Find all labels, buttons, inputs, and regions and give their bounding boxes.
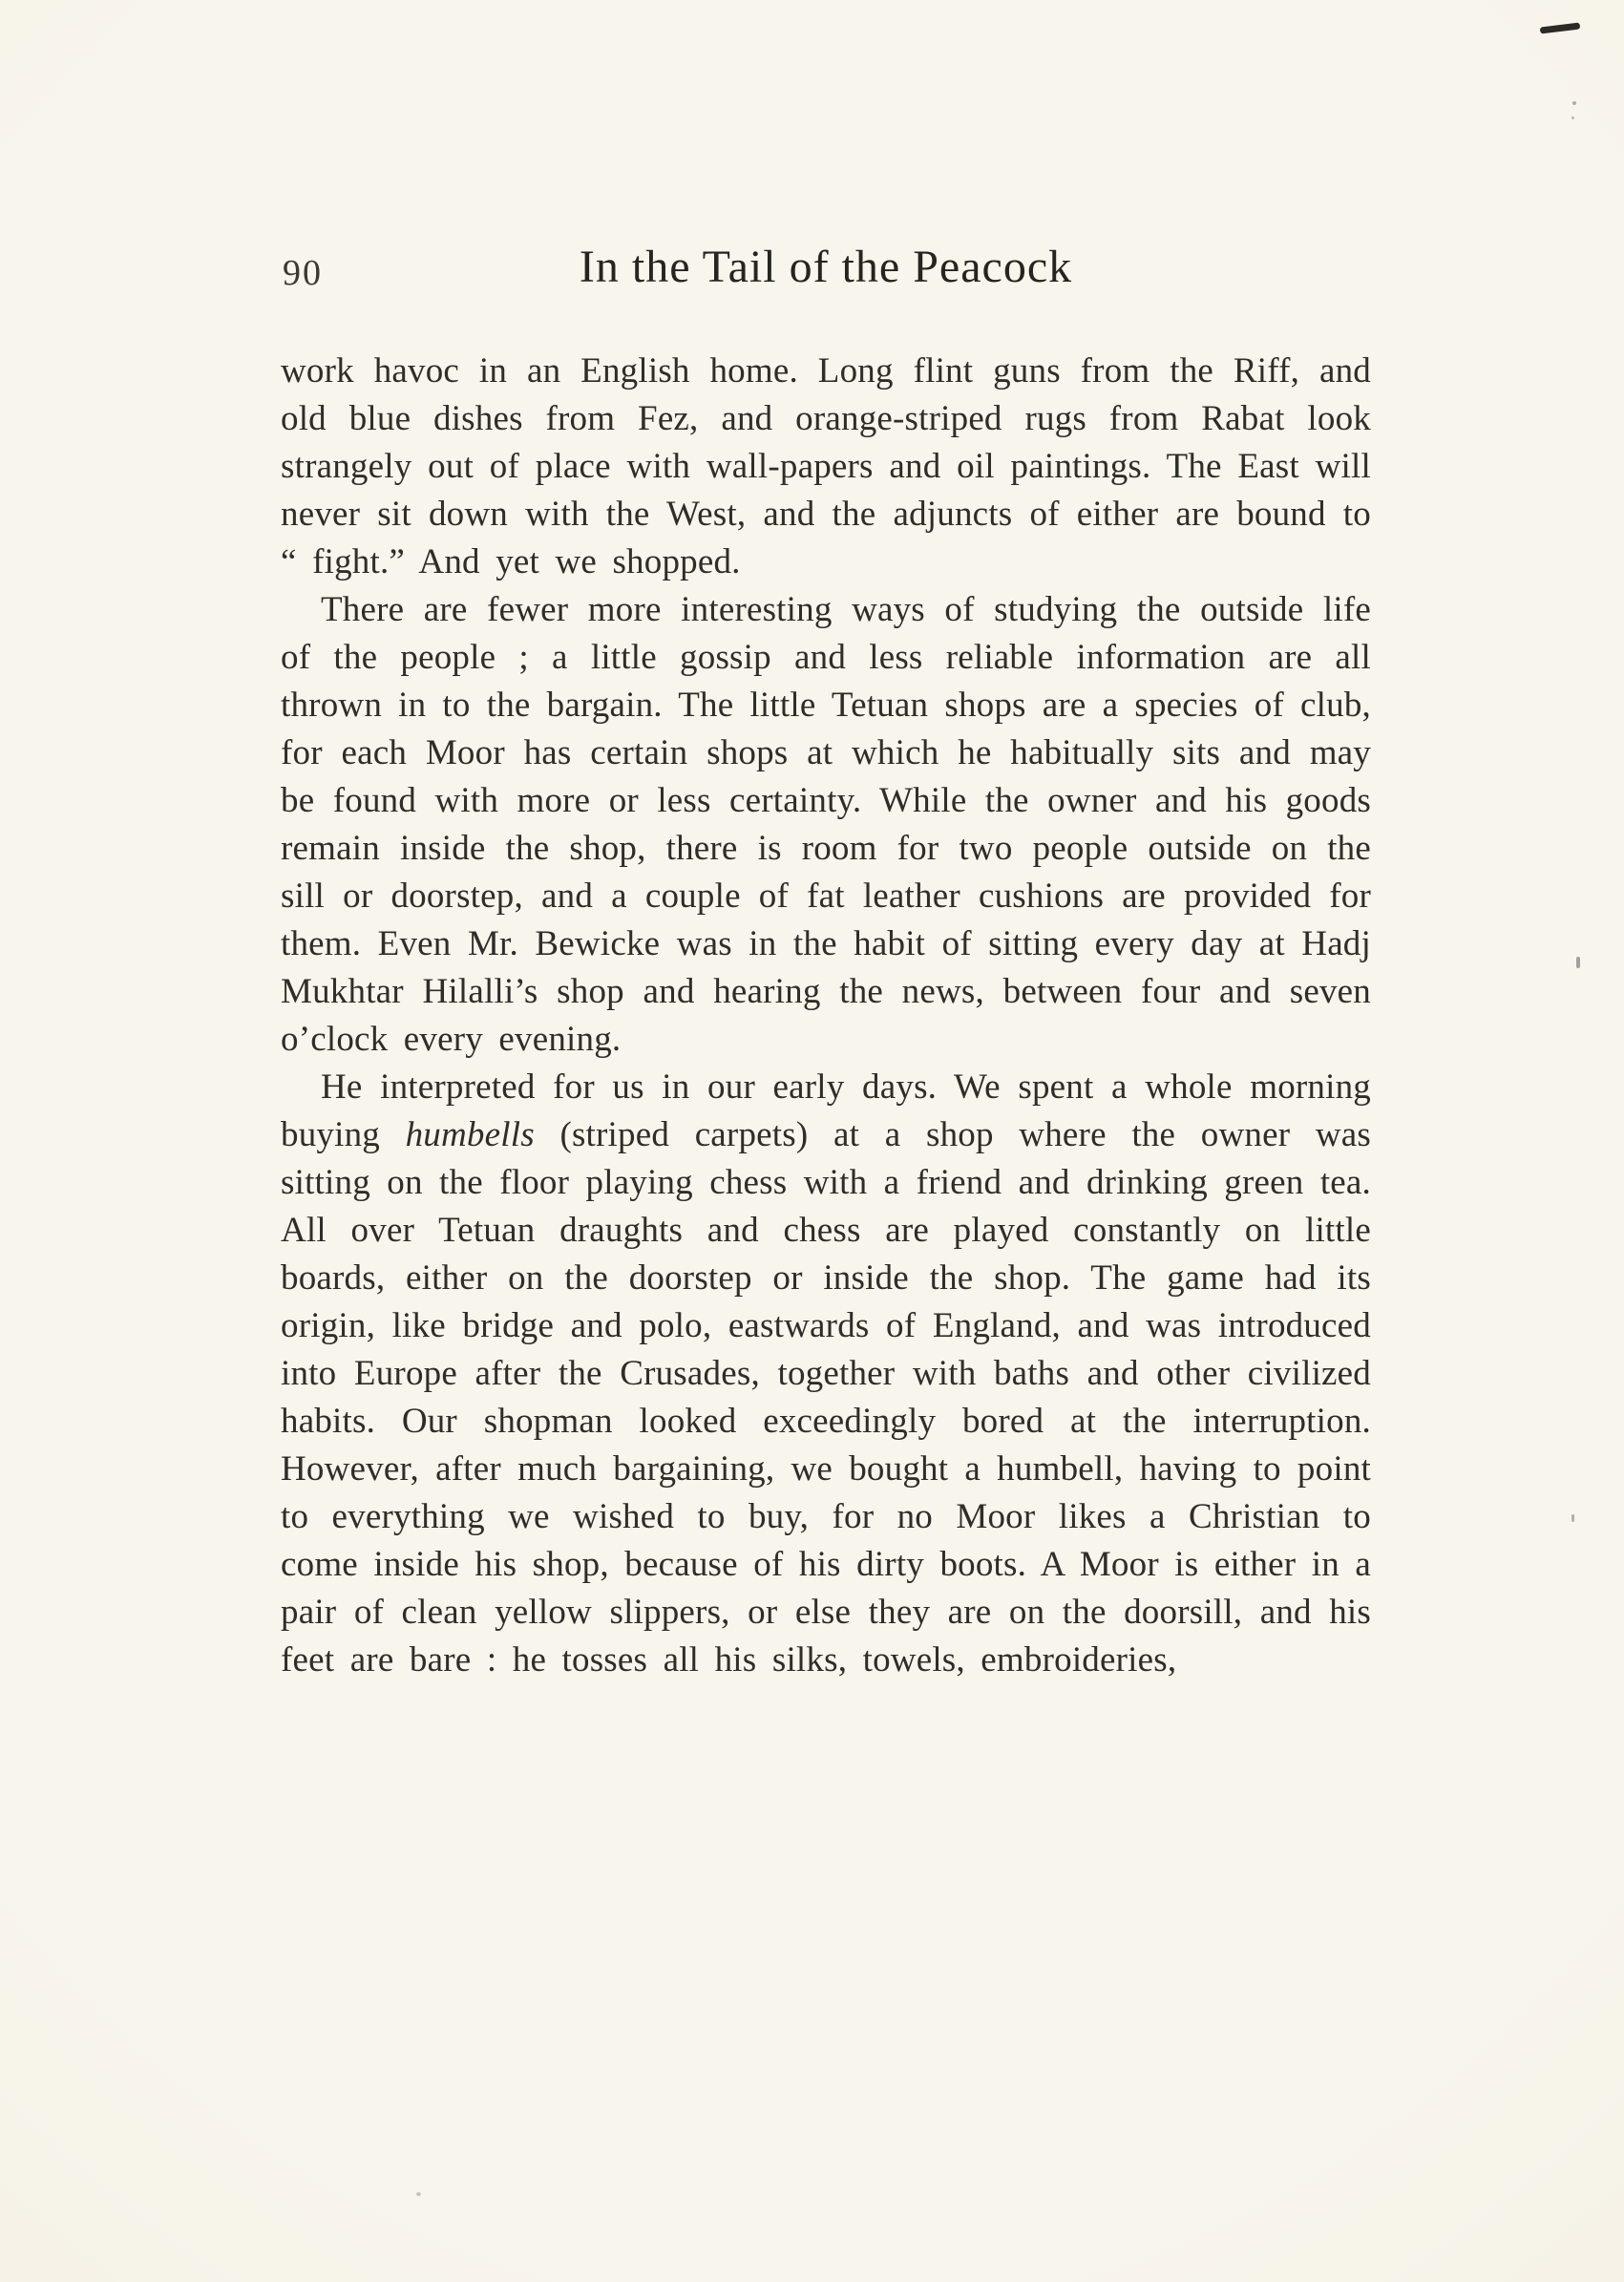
scan-artifact-tick [1571,1514,1574,1522]
page-title: In the Tail of the Peacock [579,242,1073,292]
scan-artifact-dash [1540,22,1581,33]
scan-artifact-speck [416,2192,421,2196]
text-run: He interpreted for us in our early days. We spent a whole morning buying [281,1067,1371,1154]
text-run: There are fewer more interesting ways of studying the outside life of the people ; a little gossip and less reliable information are all thrown in to the bargain. The little Tetuan shops are a species of club, for each Moor has certain shops at which he habitually sits and may be found with more or less certainty. While the owner and his goods remain inside the shop, there is room for two people outside on the sill or doorstep, and a couple of fat leather cushions are provided for them. Even Mr. Bewicke was in the habit of sitting every day at Hadj Mukhtar Hilalli’s shop and hearing the news, between four and seven o’clock every evening. [281,590,1371,1059]
text-run: (striped carpets) at a shop where the owner was sitting on the floor playing chess with a friend and drinking green tea. All over Tetuan draughts and chess are played constantly on little boards, either on the doorstep or inside the shop. The game had its origin, like bridge and polo, eastwards of England, and was introduced into Europe after the Crusades, together with baths and other civilized habits. Our shopman looked exceedingly bored at the interruption. However, after much bargaining, we bought a humbell, having to point to everything we wished to buy, for no Moor likes a Christian to come inside his shop, because of his dirty boots. A Moor is either in a pair of clean yellow slippers, or else they are on the doorsill, and his feet are bare : he tosses all his silks, towels, embroideries, [281,1115,1371,1680]
scan-artifact-dot [1572,101,1576,105]
paragraph [281,586,1371,1064]
page-number: 90 [283,253,323,293]
italic-text-run: humbells [405,1115,535,1154]
scan-artifact-dot [1571,116,1574,119]
text-run: work havoc in an English home. Long flint guns from the Riff, and old blue dishes from Fez, and orange-striped rugs from Rabat look strangely out of place with wall-papers and oil paintings. The East will never sit down with the West, and the adjuncts of either are bound to “ fight.” And yet we shopped. [281,351,1371,581]
text-block [281,241,1371,1684]
page-body [281,348,1371,1684]
paragraph [281,348,1371,586]
scan-artifact-tick [1576,957,1580,968]
page-header [281,241,1371,307]
paragraph [281,1064,1371,1684]
